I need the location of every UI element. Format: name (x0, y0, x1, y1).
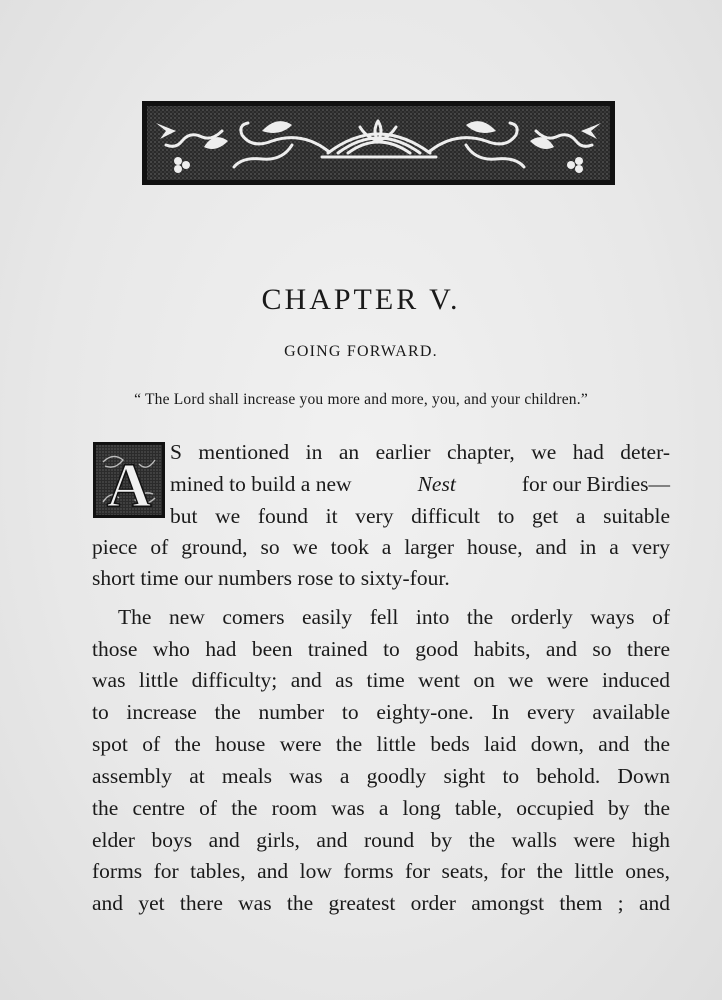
chapter-subtitle: GOING FORWARD. (284, 343, 438, 360)
body-line-9: to increase the number to eighty-one. In every available (92, 700, 670, 724)
chapter-title: CHAPTER V. (261, 283, 461, 316)
drop-capital-a (93, 442, 165, 518)
body-line-14: forms for tables, and low forms for seats, for the little ones, (92, 859, 670, 883)
body-line-2 (170, 474, 670, 496)
body-line-2-part-1: mined to build a new (170, 472, 352, 496)
svg-text:A: A (106, 452, 152, 518)
body-line-3: but we found it very difficult to get a suitable (170, 504, 670, 528)
body-line-8: was little difficulty; and as time went on we were induced (92, 668, 670, 692)
body-line-12: the centre of the room was a long table, occupied by the (92, 796, 670, 820)
body-line-15: and yet there was the greatest order amongst them ; and (92, 891, 670, 915)
body-line-1: S mentioned in an earlier chapter, we had deter- (170, 440, 670, 464)
epigraph: “ The Lord shall increase you more and more, you, and your children.” (134, 391, 588, 408)
nest-emphasis: Nest (417, 472, 456, 496)
body-line-13: elder boys and girls, and round by the walls were high (92, 828, 670, 852)
body-line-2-part-3: for our Birdies— (521, 472, 670, 496)
body-line-11: assembly at meals was a goodly sight to behold. Down (92, 764, 670, 788)
body-line-10: spot of the house were the little beds laid down, and the (92, 732, 670, 756)
body-line-5: short time our numbers rose to sixty-four. (92, 566, 450, 590)
body-line-6: The new comers easily fell into the orderly ways of (118, 605, 670, 629)
body-line-7: those who had been trained to good habits, and so there (92, 637, 670, 661)
ornamental-headpiece (142, 101, 615, 185)
body-line-4: piece of ground, so we took a larger house, and in a very (92, 535, 670, 559)
